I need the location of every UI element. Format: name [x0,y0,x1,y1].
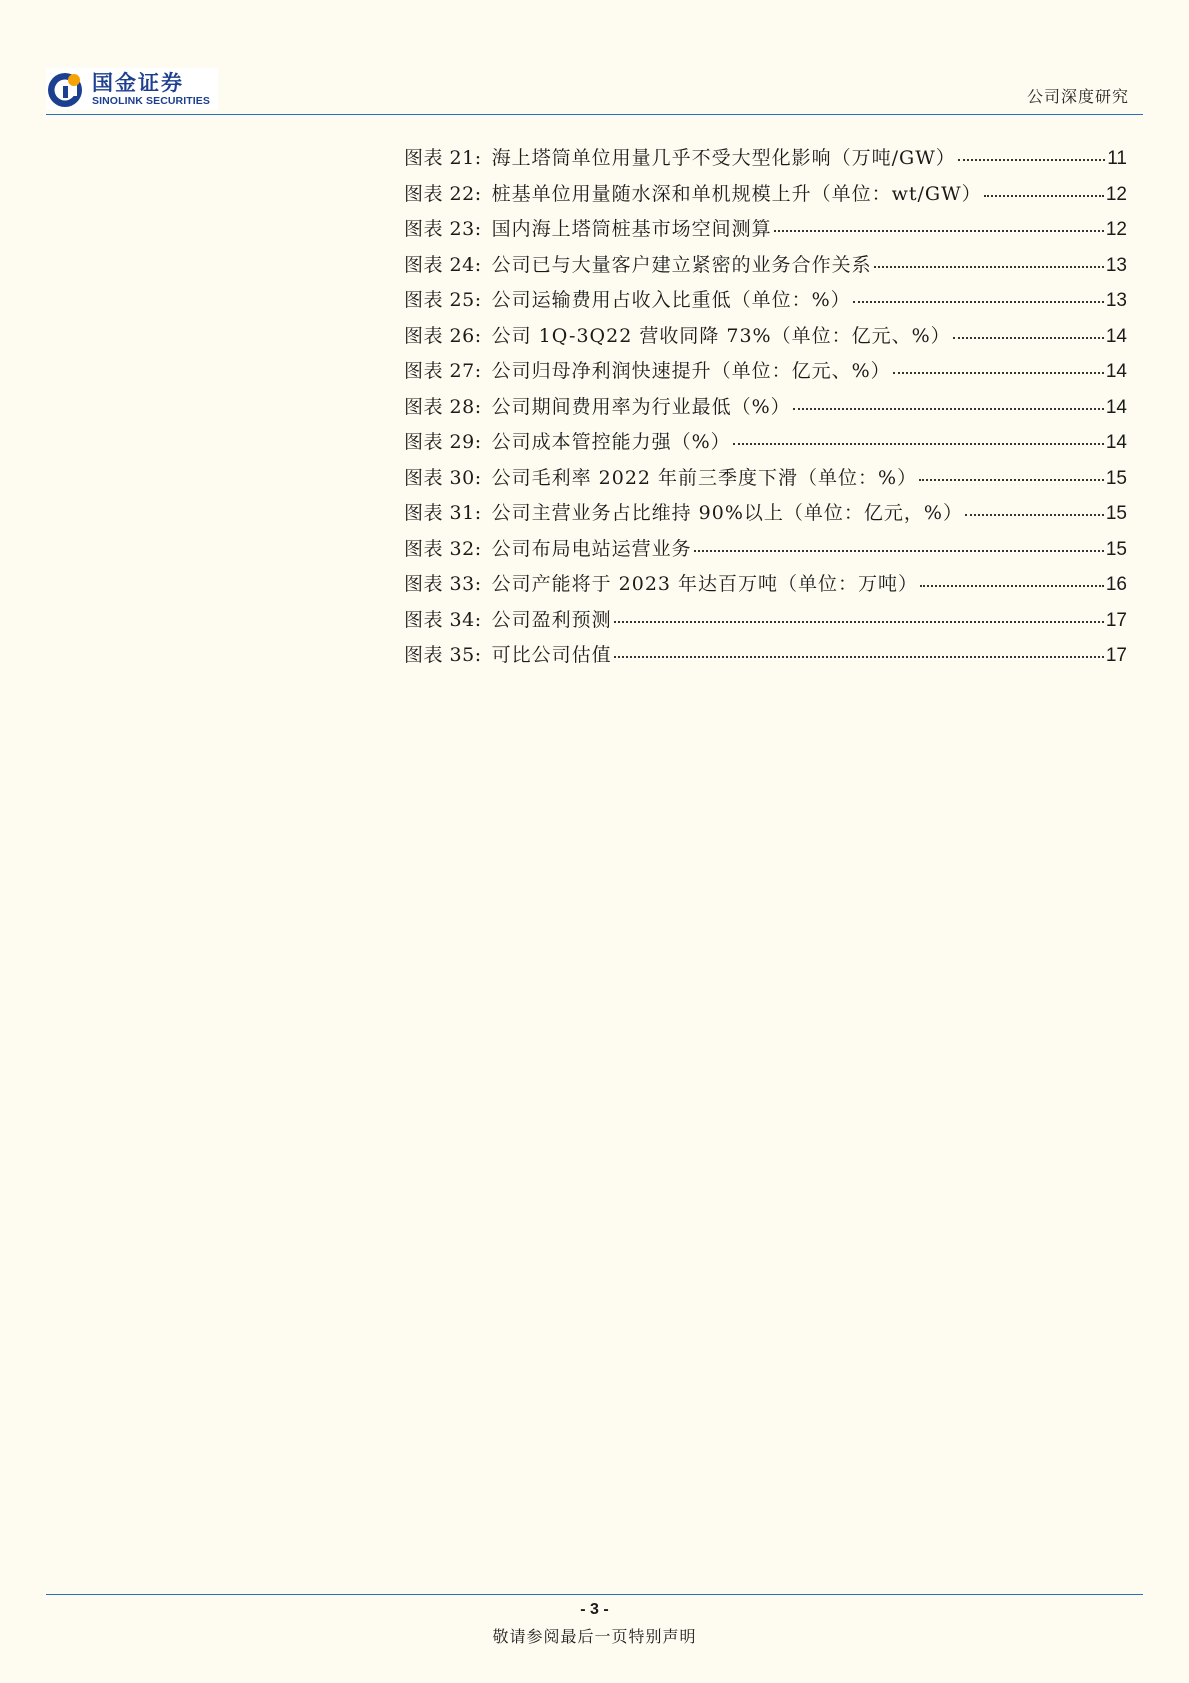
toc-leader-dots [953,337,1104,339]
toc-leader-dots [965,514,1104,516]
toc-entry-page: 17 [1105,645,1127,666]
toc-leader-dots [614,621,1104,623]
toc-entry-title: 桩基单位用量随水深和单机规模上升（单位：wt/GW） [491,182,982,205]
toc-entry[interactable] [404,392,1127,428]
toc-entry-page: 15 [1105,467,1127,489]
toc-entry[interactable] [404,356,1127,392]
toc-entry-label: 图表 23: [404,218,482,240]
toc-entry[interactable] [404,250,1127,286]
report-type-label: 公司深度研究 [1026,87,1129,106]
toc-entry-label: 图表 30: [404,466,482,489]
toc-entry-label: 图表 33: [404,573,482,595]
toc-leader-dots [793,408,1104,410]
footer-divider [46,1594,1143,1595]
toc-leader-dots [893,372,1104,374]
toc-entry-page: 13 [1105,290,1127,311]
toc-entry[interactable] [404,427,1127,463]
toc-entry-page: 14 [1105,325,1127,347]
header-divider [46,114,1143,115]
toc-leader-dots [774,230,1104,232]
toc-entry[interactable] [404,605,1127,641]
toc-entry-title: 公司运输费用占收入比重低（单位：%） [491,289,851,311]
toc-entry[interactable] [404,569,1127,605]
toc-entry-page: 17 [1105,609,1127,631]
toc-entry-page: 15 [1105,538,1127,560]
toc-entry-title: 可比公司估值 [491,644,612,666]
disclaimer-note: 敬请参阅最后一页特别声明 [492,1627,697,1646]
toc-leader-dots [694,550,1104,552]
toc-entry-label: 图表 25: [404,289,482,311]
toc-entry-title: 公司毛利率 2022 年前三季度下滑（单位：%） [491,466,918,489]
page-number: - 3 - [580,1601,609,1618]
sinolink-logo-icon [46,69,86,109]
toc-leader-dots [984,195,1104,197]
toc-leader-dots [614,656,1104,658]
logo-english-name: SINOLINK SECURITIES [92,94,210,107]
toc-leader-dots [958,159,1106,161]
toc-entry-page: 12 [1105,183,1127,205]
logo-chinese-name: 国金证券 [92,70,184,95]
toc-entry-title: 公司主营业务占比维持 90%以上（单位：亿元，%） [491,502,963,524]
toc-entry-title: 公司盈利预测 [491,608,612,631]
toc-entry[interactable] [404,463,1127,499]
company-logo [46,68,218,110]
toc-entry-label: 图表 21: [404,147,482,169]
toc-entry-page: 14 [1105,396,1127,418]
toc-entry-title: 海上塔筒单位用量几乎不受大型化影响（万吨/GW） [491,147,956,169]
toc-entry-title: 公司 1Q-3Q22 营收同降 73%（单位：亿元、%） [491,324,951,347]
toc-entry-title: 公司期间费用率为行业最低（%） [491,395,791,418]
chart-index-list [404,143,1127,676]
toc-entry-label: 图表 29: [404,431,482,453]
toc-entry-title: 公司布局电站运营业务 [491,537,692,560]
toc-entry[interactable] [404,534,1127,570]
toc-entry-page: 14 [1105,361,1127,382]
toc-entry-label: 图表 22: [404,182,482,205]
toc-entry-label: 图表 35: [404,644,482,666]
toc-entry-title: 国内海上塔筒桩基市场空间测算 [491,218,772,240]
toc-entry-label: 图表 24: [404,253,482,276]
toc-leader-dots [874,266,1104,268]
toc-entry[interactable] [404,321,1127,357]
toc-entry-title: 公司成本管控能力强（%） [491,431,731,453]
toc-entry-title: 公司已与大量客户建立紧密的业务合作关系 [491,253,872,276]
toc-entry-label: 图表 34: [404,608,482,631]
toc-leader-dots [919,479,1104,481]
toc-leader-dots [920,585,1104,587]
toc-leader-dots [733,443,1104,445]
toc-entry-page: 15 [1105,503,1127,524]
toc-entry-title: 公司产能将于 2023 年达百万吨（单位：万吨） [491,573,919,595]
toc-entry-label: 图表 27: [404,360,482,382]
toc-entry[interactable] [404,143,1127,179]
toc-entry[interactable] [404,214,1127,250]
toc-entry-label: 图表 26: [404,324,482,347]
toc-entry-label: 图表 28: [404,395,482,418]
toc-entry-page: 11 [1107,148,1127,169]
toc-entry[interactable] [404,498,1127,534]
toc-entry-label: 图表 32: [404,537,482,560]
toc-entry[interactable] [404,285,1127,321]
toc-leader-dots [853,301,1104,303]
toc-entry-page: 14 [1105,432,1127,453]
toc-entry-label: 图表 31: [404,502,482,524]
toc-entry-page: 12 [1105,219,1127,240]
toc-entry-title: 公司归母净利润快速提升（单位：亿元、%） [491,360,891,382]
toc-entry-page: 13 [1105,254,1127,276]
toc-entry[interactable] [404,179,1127,215]
toc-entry[interactable] [404,640,1127,676]
toc-entry-page: 16 [1105,574,1127,595]
